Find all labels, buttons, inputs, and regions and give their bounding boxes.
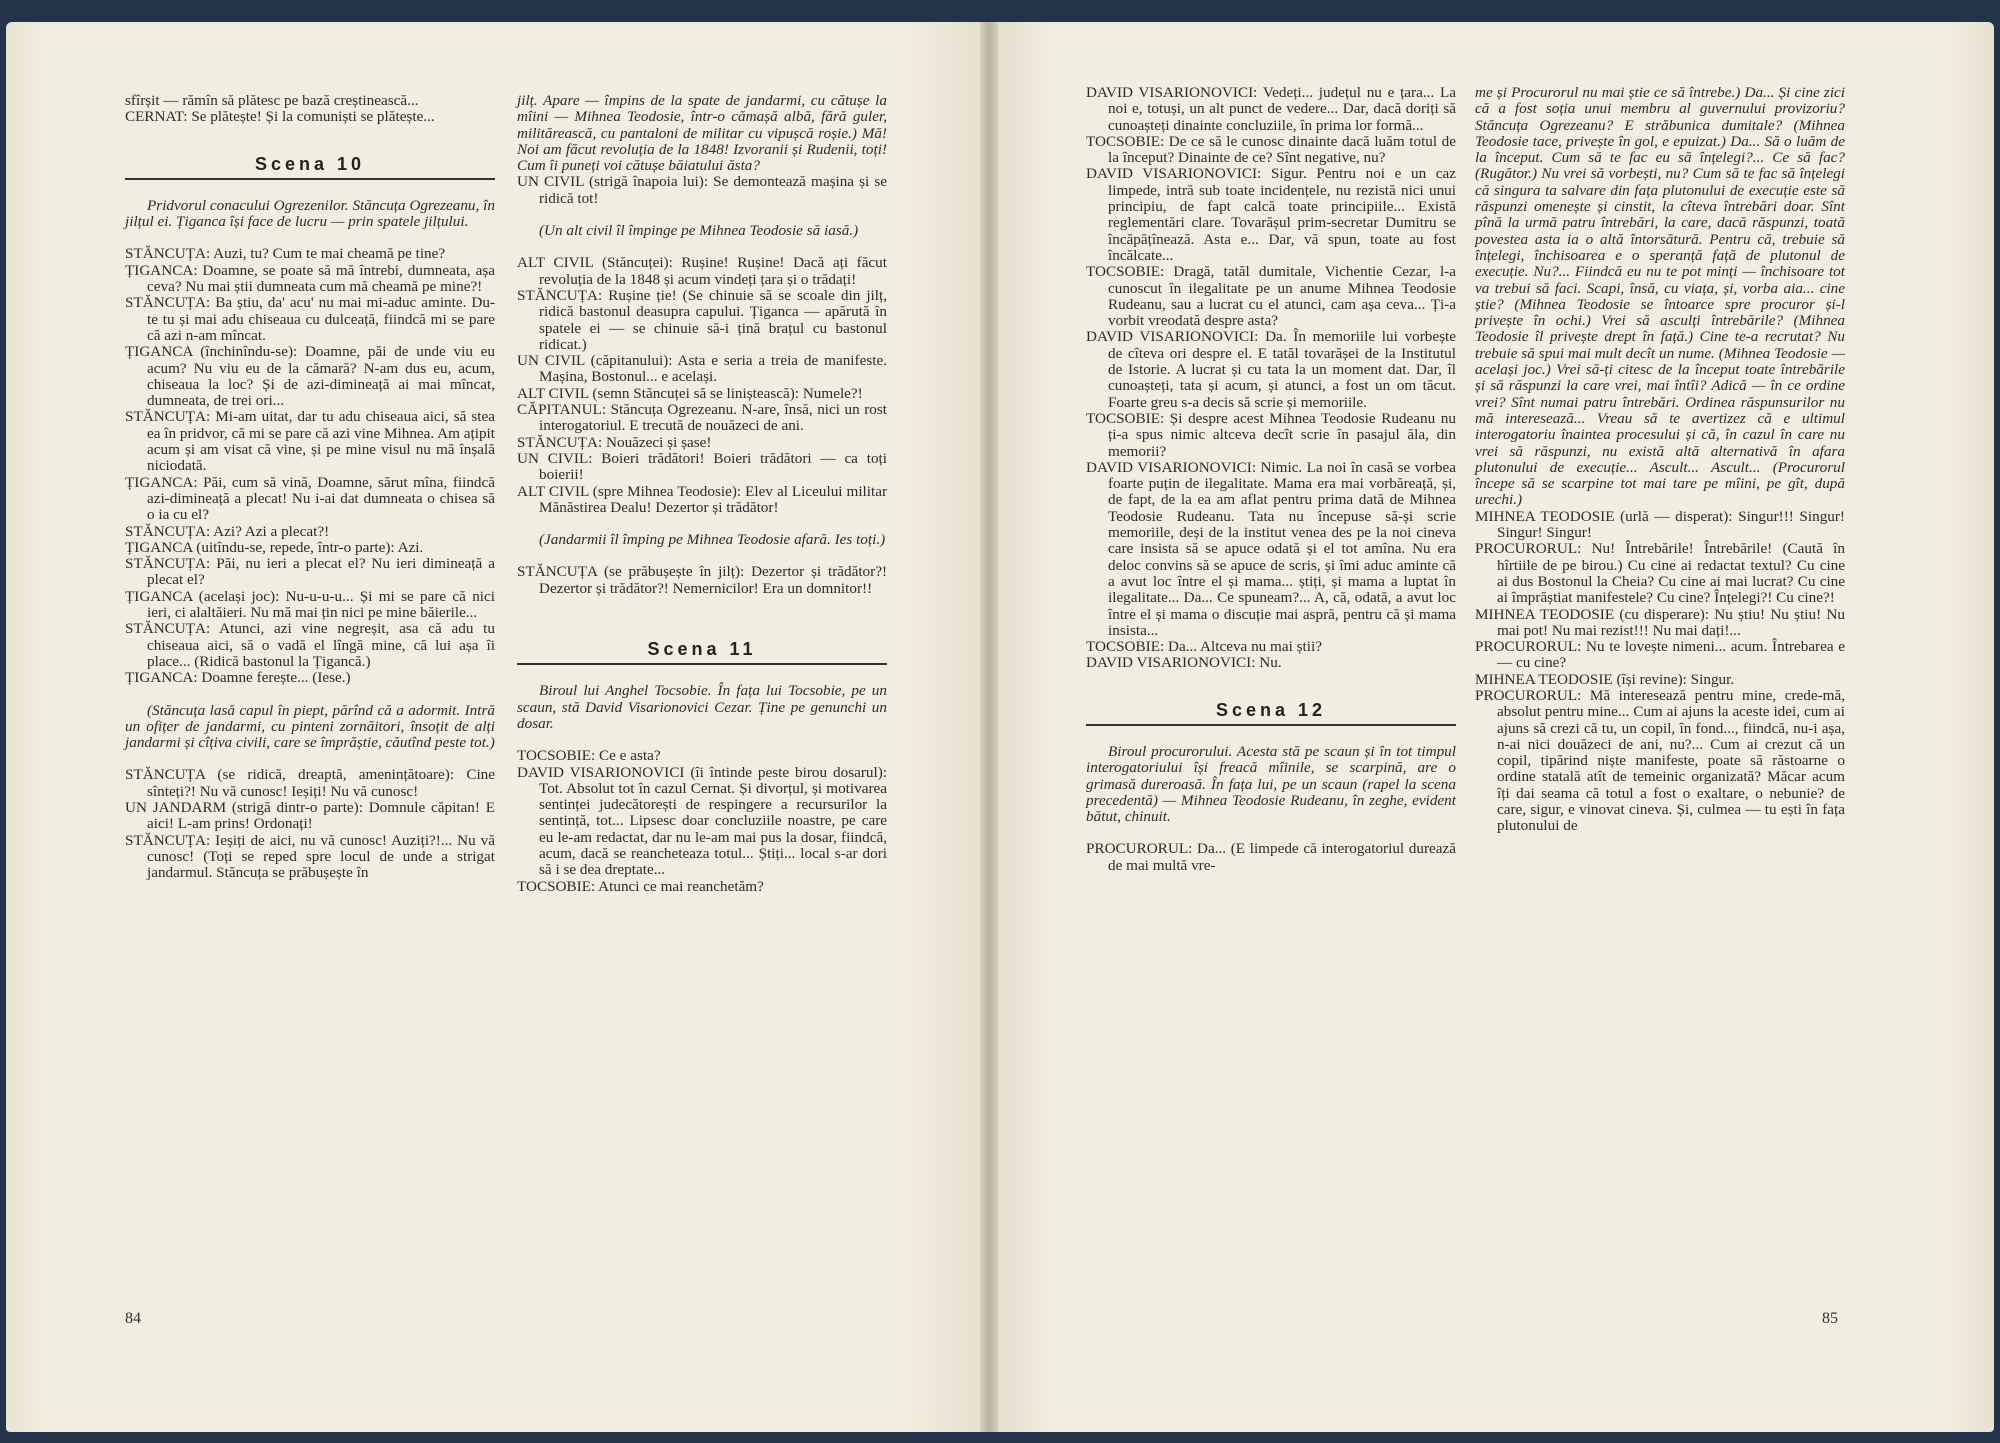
paragraph: PROCURORUL: Nu te lovește nimeni... acum. Întrebarea e — cu cine? [1475,638,1845,672]
page-number-right: 85 [1822,1310,1838,1327]
stage-direction: Biroul procurorului. Acesta stă pe scaun și în tot timpul interogatoriului își freacă mîinile, se scarpină, are o grimasă dureroasă. În fața lui, pe un scaun (rapel la scena precedentă) — Mihnea Teodosie Rudeanu, în zeghe, evident bătut, chinuit. [1086,742,1456,826]
paragraph: UN JANDARM (strigă dintr-o parte): Domnule căpitan! E aici! L-am prins! Ordonați! [125,798,495,833]
paragraph: STĂNCUȚA: Atunci, azi vine negreșit, asa că adu tu chiseaua aici, să o vadă el lîngă mine, că lui așa îi place... (Ridică bastonul la Țigancă.) [125,620,495,670]
paragraph: MIHNEA TEODOSIE (urlă — disperat): Singur!!! Singur! Singur! Singur! [1475,507,1845,542]
column-1 [125,93,495,881]
stage-direction: Pridvorul conacului Ogrezenilor. Stăncuța Ogrezeanu, în jilțul ei. Țiganca își face de lucru — prin spatele jilțului. [125,196,495,231]
paragraph: UN CIVIL (căpitanului): Asta e seria a treia de manifeste. Mașina, Bostonul... e același. [517,352,887,386]
paragraph: TOCSOBIE: Dragă, tatăl dumitale, Vichentie Cezar, l-a cunoscut în ilegalitate pe un anume Mihnea Teodosie Rudeanu, sau a lucrat cu el atunci, cam așa ceva... Ți-a vorbit vreodată despre asta? [1086,263,1456,330]
paragraph: MIHNEA TEODOSIE (își revine): Singur. [1475,670,1735,688]
stage-direction: Biroul lui Anghel Tocsobie. În fața lui Tocsobie, pe un scaun, stă David Visarionovici Cezar. Ține pe genunchi un dosar. [517,682,887,732]
paragraph: TOCSOBIE: Da... Altceva nu mai știi? [1086,638,1322,656]
paragraph: STĂNCUȚA (se ridică, dreaptă, amenințătoare): Cine sînteți?! Nu vă cunosc! Ieșiți! Nu vă cunosc! [125,766,495,800]
paragraph: DAVID VISARIONOVICI: Nimic. La noi în casă se vorbea foarte puțin de ilegalitate. Mama era mai vorbăreață, și, de fapt, de la ea am aflat pentru prima dată de Mihnea Teodosie Rudeanu. Tata nu începuse să-și scrie memoriile, deși de la institut venea des pe la noi cineva care insista să se apuce odată și el tot amîna. Nu era deloc convins să se apuce de scris, și îmi aduc aminte că a avut loc între el și mama... știți, și mama a luptat în ilegalitate... Da... Ce spuneam?... A, că, odată, a avut loc între el și mama o discuție mai aspră, pentru că și mama insista... [1086,458,1456,639]
paragraph: ȚIGANCA (același joc): Nu-u-u-u... Și mi se pare că nici ieri, ci alaltăieri. Nu mă mai țin nici pe mine băierile... [125,587,495,622]
paragraph: ȚIGANCA: Doamne ferește... (Iese.) [125,669,351,687]
paragraph: STĂNCUȚA: Mi-am uitat, dar tu adu chiseaua aici, să stea ea în pridvor, că mi se pare că azi vine Mihnea. Am ațipit acum și am visat că vine, și pe mine visul nu mă înșală niciodată. [125,408,495,475]
paragraph: ALT CIVIL (Stăncuței): Rușine! Rușine! Dacă ați făcut revoluția de la 1848 și acum vindeți țara și o trădați! [517,254,887,288]
paragraph: ȚIGANCA (uitîndu-se, repede, într-o parte): Azi. [125,538,424,556]
paragraph: STĂNCUȚA: Auzi, tu? Cum te mai cheamă pe tine? [125,245,446,263]
paragraph: TOCSOBIE: Și despre acest Mihnea Teodosie Rudeanu nu ți-a spus nimic altceva decît scrie în pasajul ăla, din memorii? [1086,409,1456,460]
paragraph: ȚIGANCA: Păi, cum să vină, Doamne, sărut mîna, fiindcă azi-dimineață a plecat! Nu i-ai dat dumneata o chisea să o ia cu el? [125,473,495,524]
stage-direction: (Un alt civil îl împinge pe Mihnea Teodosie să iasă.) [539,222,859,240]
paragraph: sfîrșit — rămîn să plătesc pe bază creștinească... [125,92,419,109]
stage-direction: (Stăncuța lasă capul în piept, părînd că a adormit. Intră un ofițer de jandarmi, cu pinteni zornăitori, însoțit de alți jandarmi și cîțiva civili, care se împrăștie, căutînd peste tot.) [125,701,495,752]
paragraph: ALT CIVIL (semn Stăncuței să se liniștească): Numele?! [517,384,863,402]
paragraph: STĂNCUȚA (se prăbușește în jilț): Dezertor și trădător?! Dezertor și trădător?! Nemernicilor! Era un domnitor!! [517,563,887,597]
paragraph: TOCSOBIE: Ce e asta? [517,747,661,765]
paragraph: STĂNCUȚA: Ieșiți de aici, nu vă cunosc! Auziți?!... Nu vă cunosc! (Toți se reped spre locul de unde a strigat jandarmul. Stăncuța se prăbușește în [125,831,495,882]
paragraph: DAVID VISARIONOVICI: Vedeți... județul nu e țara... La noi e, totuși, un alt punct de vedere... Dar, dacă doriți să cunoașteți dinainte concluziile, în prima lor formă... [1086,84,1456,134]
paragraph: ALT CIVIL (spre Mihnea Teodosie): Elev al Liceului militar Mănăstirea Dealu! Dezertor și trădător! [517,482,887,516]
paragraph: STĂNCUȚA: Rușine ție! (Se chinuie să se scoale din jilț, ridică bastonul deasupra capului. Țiganca — apărută în spatele ei — se chinuie să-i țină brațul cu bastonul ridicat.) [517,286,887,353]
paragraph: PROCURORUL: Da... (E limpede că interogatoriul durează de mai multă vre- [1086,840,1456,874]
paragraph: CERNAT: Se plătește! Și la comuniști se plătește... [125,108,435,126]
page-number-left: 84 [125,1310,141,1327]
paragraph: DAVID VISARIONOVICI: Sigur. Pentru noi e un caz limpede, intră sub toate incidențele, nu rezistă nici unui principiu, de fapt calcă toate principiile... Există reglementări clare. Tovarășul prim-secretar Dumitru se încăpățînează. Asta e... Dar, vă spun, toate au fost încălcate... [1086,165,1456,264]
paragraph: PROCURORUL: Mă interesează pentru mine, crede-mă, absolut pentru mine... Cum ai ajuns la aceste idei, cum ai ajuns să crezi că tu, un copil, în fond..., fiindcă, nu-i așa, n-ai nici douăzeci de ani, nu?... Cum ai crezut că un copil, tipărind niște manifeste, poate să răstoarne o ordine statală atît de temeinic organizată? Măcar acum îți dai seama că totul a fost o exaltare, o nebunie? de care, sigur, e vinovat cineva. Și, culmea — tu ești în fața plutonului de [1475,686,1845,835]
paragraph: MIHNEA TEODOSIE (cu disperare): Nu știu! Nu știu! Nu mai pot! Nu mai rezist!!! Nu mai dați!... [1475,605,1845,639]
paragraph: UN CIVIL (strigă înapoia lui): Se demontează mașina și se ridică tot! [517,173,887,207]
paragraph: STĂNCUȚA: Ba știu, da' acu' nu mai mi-aduc aminte. Du-te tu și mai adu chiseaua cu dulceață, fiindcă mi se pare că azi n-am mîncat. [125,294,495,344]
paragraph: TOCSOBIE: Atunci ce mai reanchetăm? [517,877,764,895]
column-4 [1475,85,1845,835]
stage-direction: jilț. Apare — împins de la spate de jandarmi, cu cătușe la mîini — Mihnea Teodosie, într-o cămașă albă, fără guler, militărească, cu pantaloni de militar cu vipușcă roșie.) Mă! Noi am făcut revoluția de la 1848! Izvoranii și Rudenii, toți! Cum îi puneți voi cătușe băiatului ăsta? [517,92,887,175]
scene-heading: Scena 11 [517,641,887,665]
paragraph: DAVID VISARIONOVICI (îi întinde peste birou dosarul): Tot. Absolut tot în cazul Cernat. Și divorțul, și motivarea sentinței judecătorești de respingere a recursurilor la sentință, tot... Lipsesc doar concluziile noastre, pe care eu le-am redactat, dar nu le-am mai pus la dosar, fiindcă, acum, dacă se reancheteaza totul... Știți... local s-ar dori să i se dea dreptate... [517,763,887,879]
scene-heading: Scena 10 [125,156,495,180]
paragraph: UN CIVIL: Boieri trădători! Boieri trădători — ca toți boierii! [517,449,887,484]
column-2 [517,93,887,895]
paragraph: PROCURORUL: Nu! Întrebările! Întrebările! (Caută în hîrtiile de pe birou.) Cu cine ai redactat textul? Cu cine ai dus Bostonul la Cheia? Cu cine ai mai lucrat? Cu cine ai împrăștiat manifestele? Cu cine? Înțelegi?! Cu cine?! [1475,540,1845,607]
paragraph: ȚIGANCA: Doamne, se poate să mă întrebi, dumneata, așa ceva? Nu mai știi dumneata cum mă cheamă pe mine?! [125,261,495,296]
book-gutter [980,22,998,1432]
paragraph: TOCSOBIE: De ce să le cunosc dinainte dacă luăm totul de la început? Dinainte de ce? Sînt negative, nu? [1086,132,1456,167]
paragraph: DAVID VISARIONOVICI: Da. În memoriile lui vorbește de cîteva ori despre el. E tatăl tovarășei de la Institutul de Istorie. A lucrat și cu tata la un moment dat. Dar, îl cunoașteți, tata și acum, și atunci, a fost un om tăcut. Foarte greu s-a decis să scrie și memoriile. [1086,328,1456,411]
paragraph: STĂNCUȚA: Nouăzeci și șase! [517,433,712,451]
scene-heading: Scena 12 [1086,702,1456,726]
paragraph: CĂPITANUL: Stăncuța Ogrezeanu. N-are, însă, nici un rost interogatoriul. E trecută de nouăzeci de ani. [517,401,887,435]
paragraph: STĂNCUȚA: Azi? Azi a plecat?! [125,522,330,540]
paragraph: me și Procurorul nu mai știe ce să întrebe.) Da... Și cine zici că a fost soția unui membru al guvernului provizoriu? Stăncuța Ogrezeanu? E străbunica dumitale? (Mihnea Teodosie tace, privește în gol, e epuizat.) Da... Să o luăm de la început. Cum să te fac eu să înțelegi?... Ce să fac? (Rugător.) Nu vrei să vorbești, nu? Cum să te fac să înțelegi că singura ta salvare din fața plutonului de execuție este să răspunzi omenește și cinstit, la cîteva întrebări doar. Sînt pînă la urmă patru întrebări, la care, dacă răspunzi, toată povestea asta ia o altă întorsătură. Pentru că, trebuie să înțelegi, închisoarea e o speranță față de plutonul de execuție. Nu?... Fiindcă eu nu te pot minți — închisoare tot va trebui să faci. Scapi, însă, cu viața, și, vorba aia... cine știe? (Mihnea Teodosie se întoarce spre procuror și-l privește în ochi.) Vrei să asculți întrebările? (Mihnea Teodosie îl privește drept în față.) Cine te-a recrutat? Nu trebuie să spui mai mult decît un nume. (Mihnea Teodosie — același joc.) Vrei să-ți citesc de la început toate întrebările și să răspunzi la care vrei, mai întîi? Adică — în ce ordine vrei? Sînt numai patru întrebări. Ordinea răspunsurilor nu mă interesează... Vreau să te avertizez că e ultimul interogatoriu înaintea procesului și că, în cazul în care nu vrei să răspunzi, nu există altă alternativă în afara plutonului de execuție... Ascult... Ascult... (Procurorul începe să se scarpine tot mai tare pe mîini, pe gît, după urechi.) [1475,84,1845,509]
stage-direction: (Jandarmii îl împing pe Mihnea Teodosie afară. Ies toți.) [539,531,886,549]
paragraph: STĂNCUȚA: Păi, nu ieri a plecat el? Nu ieri dimineață a plecat el? [125,555,495,589]
column-3 [1086,85,1456,874]
paragraph: ȚIGANCA (închinîndu-se): Doamne, păi de unde viu eu acum? Nu viu eu de la cămară? N-am dus eu, acum, chiseaua la loc? Și de azi-dimineață ai mai mîncat, dumneata, de trei ori... [125,343,495,410]
paragraph: DAVID VISARIONOVICI: Nu. [1086,654,1282,672]
